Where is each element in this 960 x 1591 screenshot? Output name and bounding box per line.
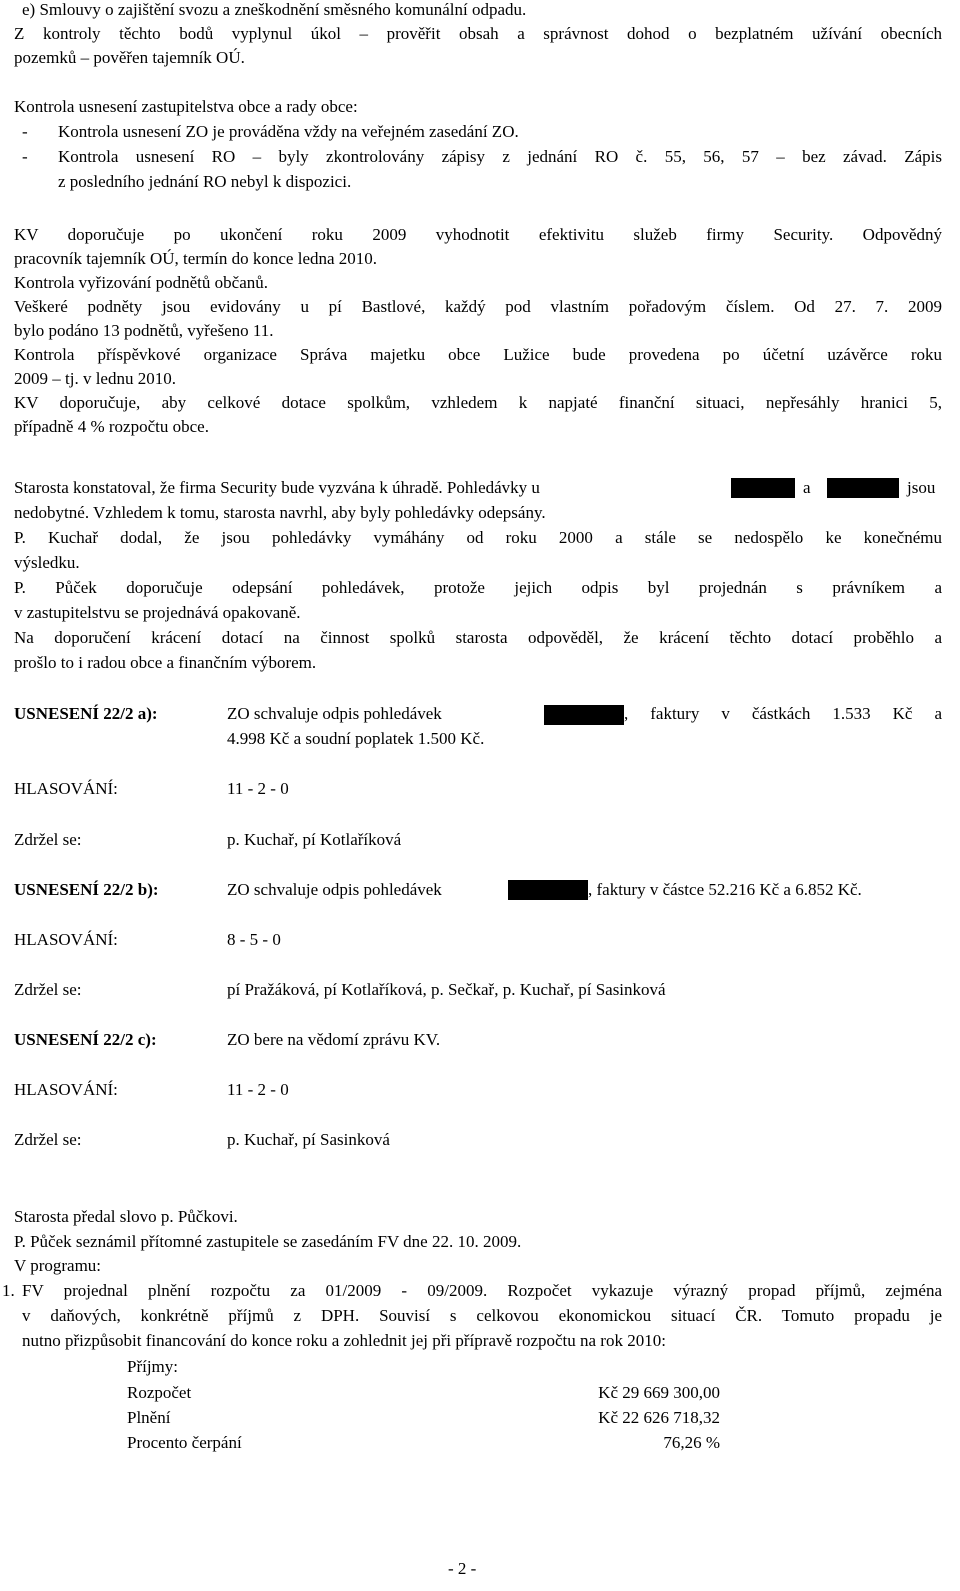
page-number: - 2 - <box>448 1559 477 1578</box>
bullet-dash: - <box>22 147 28 166</box>
resolution-b-label: USNESENÍ 22/2 b): <box>14 880 159 899</box>
kv-p3-line-2: bylo podáno 13 podnětů, vyřešeno 11. <box>14 321 274 340</box>
discussion-s4-line-1: Na doporučení krácení dotací na činnost spolků starosta odpověděl, že krácení těchto dotací proběhlo a <box>14 628 942 647</box>
income-row-label: Procento čerpání <box>127 1433 242 1452</box>
fv-line-1: Starosta předal slovo p. Půčkovi. <box>14 1207 238 1226</box>
fv-line-3: V programu: <box>14 1256 102 1275</box>
income-row-label: Rozpočet <box>127 1383 192 1402</box>
redaction-bar <box>508 880 588 900</box>
kv-p3-line-1: Veškeré podněty jsou evidovány u pí Bastlové, každý pod vlastním pořadovým číslem. Od 27. 7. 2009 <box>14 297 942 316</box>
discussion-s2-line-1: P. Kuchař dodal, že jsou pohledávky vymáhány od roku 2000 a stále se nedospělo ke konečnému <box>14 528 942 547</box>
resolution-a-label: USNESENÍ 22/2 a): <box>14 704 158 723</box>
fv-item-line-3: nutno přizpůsobit financování do konce roku a zohlednit jej při přípravě rozpočtu na rok 2010: <box>22 1331 666 1350</box>
discussion-s4-line-2: prošlo to i radou obce a finančním výborem. <box>14 653 317 672</box>
discussion-s1-and: a <box>803 478 811 497</box>
redaction-bar <box>544 705 624 725</box>
vote-result: 8 - 5 - 0 <box>227 930 281 949</box>
kv-p5-line-1: KV doporučuje, aby celkové dotace spolkům, vzhledem k napjaté finanční situaci, nepřesáhly hranici 5, <box>14 393 942 412</box>
income-row-value: 76,26 % <box>663 1433 720 1452</box>
kv-p1-line-1: KV doporučuje po ukončení roku 2009 vyhodnotit efektivitu služeb firmy Security. Odpovědný <box>14 225 942 244</box>
resolution-b-text-2: , faktury v částce 52.216 Kč a 6.852 Kč. <box>588 880 862 899</box>
income-row-value: Kč 22 626 718,32 <box>598 1408 720 1427</box>
kv-p5-line-2: případně 4 % rozpočtu obce. <box>14 417 209 436</box>
bullet-dash: - <box>22 122 28 141</box>
resolution-a-text-3: 4.998 Kč a soudní poplatek 1.500 Kč. <box>227 729 485 748</box>
abstained-label: Zdržel se: <box>14 1130 82 1149</box>
abstained-label: Zdržel se: <box>14 980 82 999</box>
abstained-names: pí Pražáková, pí Kotlaříková, p. Sečkař, p. Kuchař, pí Sasinková <box>227 980 666 999</box>
fv-item-number: 1. <box>2 1281 15 1300</box>
bullet-1: Kontrola usnesení ZO je prováděna vždy na veřejném zasedání ZO. <box>58 122 519 141</box>
vote-label: HLASOVÁNÍ: <box>14 1080 118 1099</box>
resolution-b-text-1: ZO schvaluje odpis pohledávek <box>227 880 442 899</box>
discussion-s1-end: jsou <box>907 478 936 497</box>
vote-label: HLASOVÁNÍ: <box>14 930 118 949</box>
discussion-s2-line-2: výsledku. <box>14 553 80 572</box>
redaction-bar <box>731 478 795 498</box>
discussion-s1-line-2: nedobytné. Vzhledem k tomu, starosta navrhl, aby byly pohledávky odepsány. <box>14 503 546 522</box>
fv-item-line-1: FV projednal plnění rozpočtu za 01/2009 - 09/2009. Rozpočet vykazuje výrazný propad příjmů, zejména <box>22 1281 942 1300</box>
discussion-s1-part-1: Starosta konstatoval, že firma Security bude vyzvána k úhradě. Pohledávky u <box>14 478 540 497</box>
vote-label: HLASOVÁNÍ: <box>14 779 118 798</box>
discussion-s3-line-2: v zastupitelstvu se projednává opakovaně. <box>14 603 301 622</box>
abstained-label: Zdržel se: <box>14 830 82 849</box>
redaction-bar <box>827 478 899 498</box>
abstained-names: p. Kuchař, pí Sasinková <box>227 1130 390 1149</box>
usneseni-check-heading: Kontrola usnesení zastupitelstva obce a rady obce: <box>14 97 358 116</box>
vote-result: 11 - 2 - 0 <box>227 779 289 798</box>
income-row-value: Kč 29 669 300,00 <box>598 1383 720 1402</box>
bullet-2-line-1: Kontrola usnesení RO – byly zkontrolovány zápisy z jednání RO č. 55, 56, 57 – bez závad. Zápis <box>58 147 942 166</box>
resolution-a-text-1: ZO schvaluje odpis pohledávek <box>227 704 442 723</box>
abstained-names: p. Kuchař, pí Kotlaříková <box>227 830 402 849</box>
fv-line-2: P. Půček seznámil přítomné zastupitele se zasedáním FV dne 22. 10. 2009. <box>14 1232 522 1251</box>
discussion-s3-line-1: P. Půček doporučuje odepsání pohledávek, protože jejich odpis byl projednán s právníkem a <box>14 578 942 597</box>
kontrola-line-1: Z kontroly těchto bodů vyplynul úkol – prověřit obsah a správnost dohod o bezplatném užívání obecních <box>14 24 942 43</box>
kv-p4-line-1: Kontrola příspěvkové organizace Správa majetku obce Lužice bude provedena po účetní uzávěrce roku <box>14 345 942 364</box>
kontrola-line-2: pozemků – pověřen tajemník OÚ. <box>14 48 245 67</box>
income-row-label: Plnění <box>127 1408 171 1427</box>
kv-p4-line-2: 2009 – tj. v lednu 2010. <box>14 369 176 388</box>
bullet-2-line-2: z posledního jednání RO nebyl k dispozici. <box>58 172 352 191</box>
kv-p1-line-2: pracovník tajemník OÚ, termín do konce ledna 2010. <box>14 249 378 268</box>
kv-p2: Kontrola vyřizování podnětů občanů. <box>14 273 268 292</box>
item-e: e) Smlouvy o zajištění svozu a zneškodnění směsného komunální odpadu. <box>22 0 527 19</box>
resolution-a-text-2: , faktury v částkách 1.533 Kč a <box>624 704 942 723</box>
vote-result: 11 - 2 - 0 <box>227 1080 289 1099</box>
resolution-c-text: ZO bere na vědomí zprávu KV. <box>227 1030 441 1049</box>
income-heading: Příjmy: <box>127 1357 179 1376</box>
fv-item-line-2: v daňových, konkrétně příjmů z DPH. Souvisí s celkovou ekonomickou situací ČR. Tomuto propadu je <box>22 1306 942 1325</box>
resolution-c-label: USNESENÍ 22/2 c): <box>14 1030 157 1049</box>
